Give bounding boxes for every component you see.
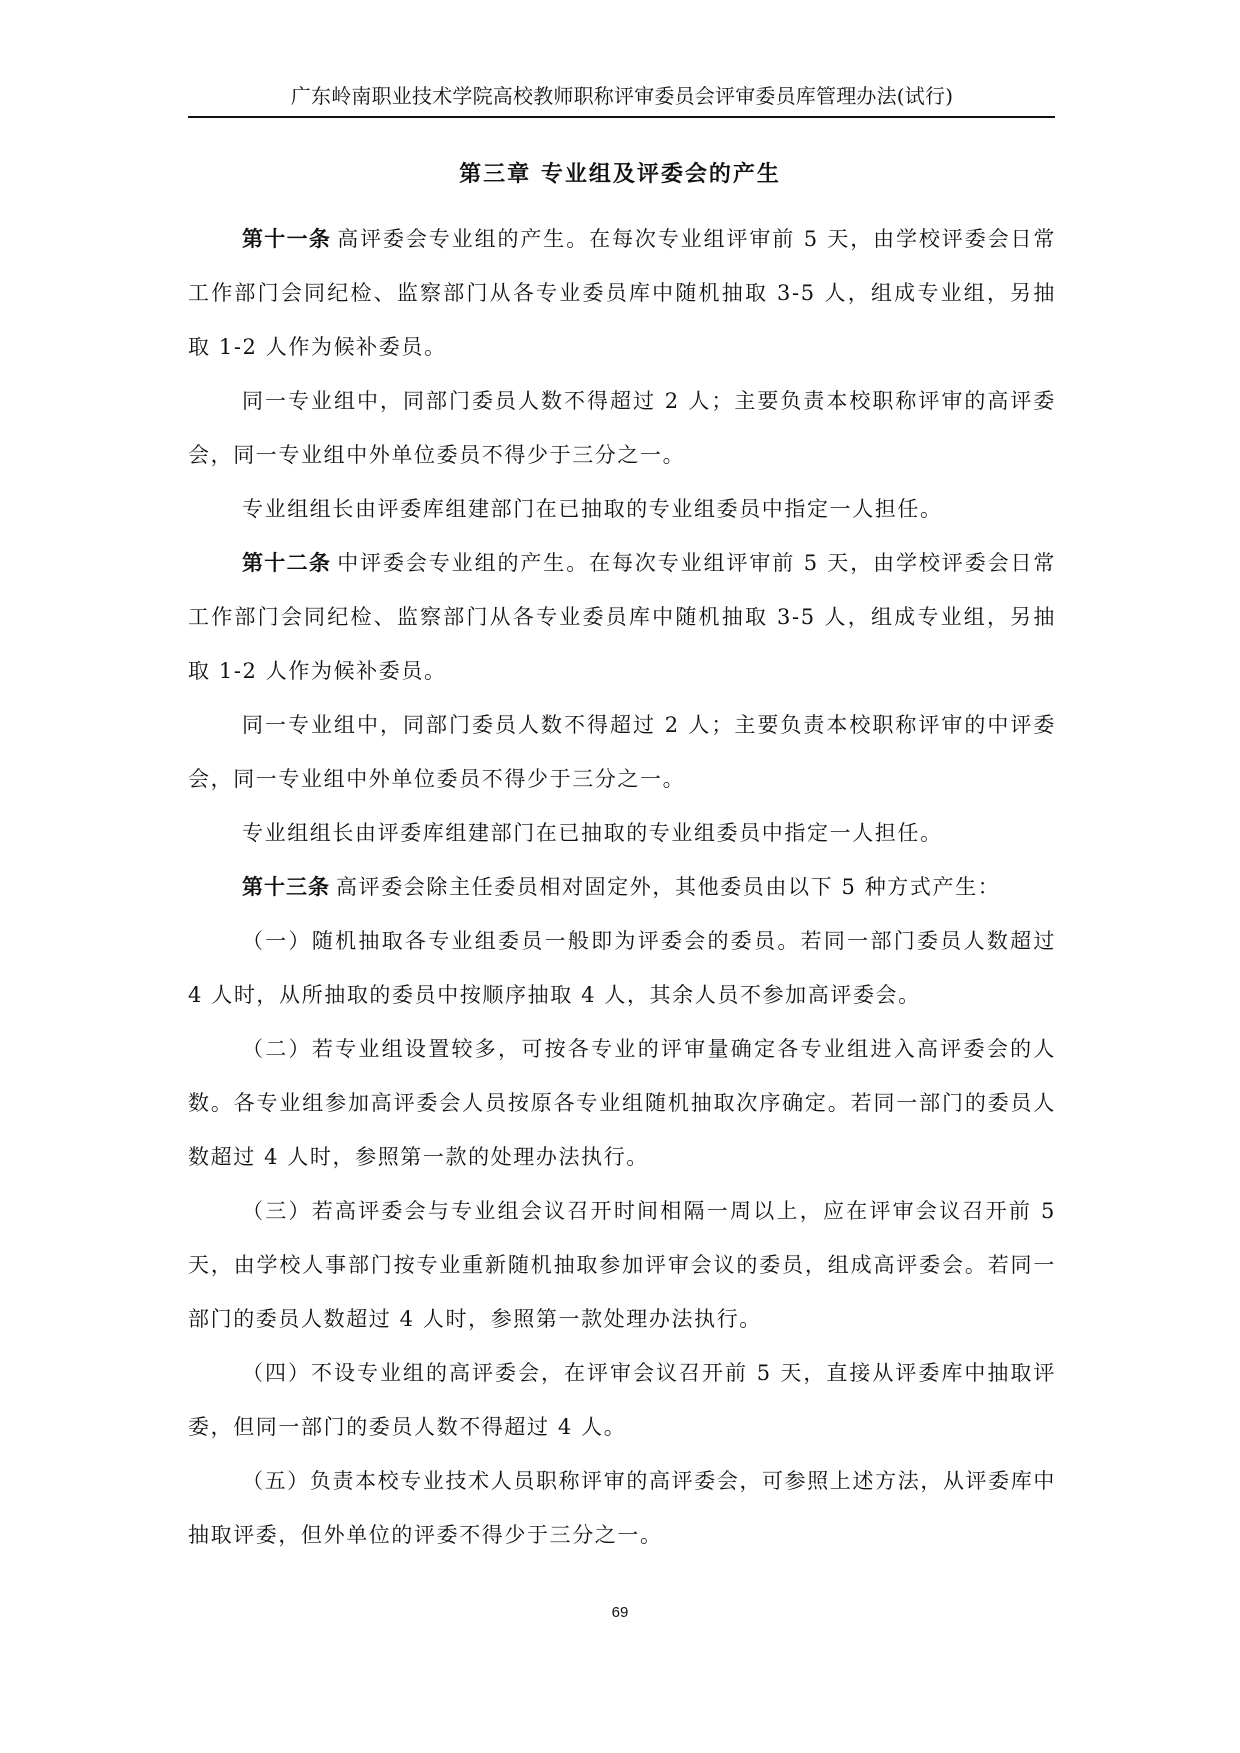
paragraph-text: 专业组组长由评委库组建部门在已抽取的专业组委员中指定一人担任。 [242,497,943,521]
paragraph-article-11 [188,212,1056,374]
paragraph-text: （五）负责本校专业技术人员职称评审的高评委会，可参照上述方法，从评委库中抽取评委，但外单位的评委不得少于三分之一。 [188,1469,1056,1547]
header-rule [188,116,1055,118]
article-heading: 第十三条 [242,875,330,899]
paragraph-text: （一）随机抽取各专业组委员一般即为评委会的委员。若同一部门委员人数超过 4 人时，从所抽取的委员中按顺序抽取 4 人，其余人员不参加高评委会。 [188,929,1056,1007]
list-item-1 [188,914,1056,1022]
paragraph-text: 高评委会专业组的产生。在每次专业组评审前 5 天，由学校评委会日常工作部门会同纪检、监察部门从各专业委员库中随机抽取 3-5 人，组成专业组，另抽取 1-2 人作为候补委员。 [188,227,1056,359]
paragraph-text: （二）若专业组设置较多，可按各专业的评审量确定各专业组进入高评委会的人数。各专业组参加高评委会人员按原各专业组随机抽取次序确定。若同一部门的委员人数超过 4 人时，参照第一款的处理办法执行。 [188,1037,1056,1169]
paragraph-text: （四）不设专业组的高评委会，在评审会议召开前 5 天，直接从评委库中抽取评委，但同一部门的委员人数不得超过 4 人。 [188,1361,1056,1439]
paragraph-article-13 [188,860,1056,914]
paragraph-text: 专业组组长由评委库组建部门在已抽取的专业组委员中指定一人担任。 [242,821,943,845]
paragraph-text: 中评委会专业组的产生。在每次专业组评审前 5 天，由学校评委会日常工作部门会同纪检、监察部门从各专业委员库中随机抽取 3-5 人，组成专业组，另抽取 1-2 人作为候补委员。 [188,551,1056,683]
list-item-4 [188,1346,1056,1454]
article-heading: 第十一条 [242,227,332,251]
page-number: 69 [611,1604,629,1621]
paragraph [188,482,1056,536]
paragraph-text: 同一专业组中，同部门委员人数不得超过 2 人；主要负责本校职称评审的高评委会，同一专业组中外单位委员不得少于三分之一。 [188,389,1056,467]
paragraph-article-12 [188,536,1056,698]
chapter-title: 第三章 专业组及评委会的产生 [459,162,781,187]
body-text [188,212,1056,1562]
paragraph-text: 同一专业组中，同部门委员人数不得超过 2 人；主要负责本校职称评审的中评委会，同一专业组中外单位委员不得少于三分之一。 [188,713,1056,791]
list-item-2 [188,1022,1056,1184]
paragraph-text: （三）若高评委会与专业组会议召开时间相隔一周以上，应在评审会议召开前 5 天，由学校人事部门按专业重新随机抽取参加评审会议的委员，组成高评委会。若同一部门的委员人数超过 4 人时，参照第一款处理办法执行。 [188,1199,1056,1331]
list-item-5 [188,1454,1056,1562]
list-item-3 [188,1184,1056,1346]
running-header: 广东岭南职业技术学院高校教师职称评审委员会评审委员库管理办法(试行) [290,84,954,108]
paragraph [188,806,1056,860]
article-heading: 第十二条 [242,551,332,575]
paragraph [188,698,1056,806]
paragraph-text: 高评委会除主任委员相对固定外，其他委员由以下 5 种方式产生： [336,875,1001,899]
paragraph [188,374,1056,482]
